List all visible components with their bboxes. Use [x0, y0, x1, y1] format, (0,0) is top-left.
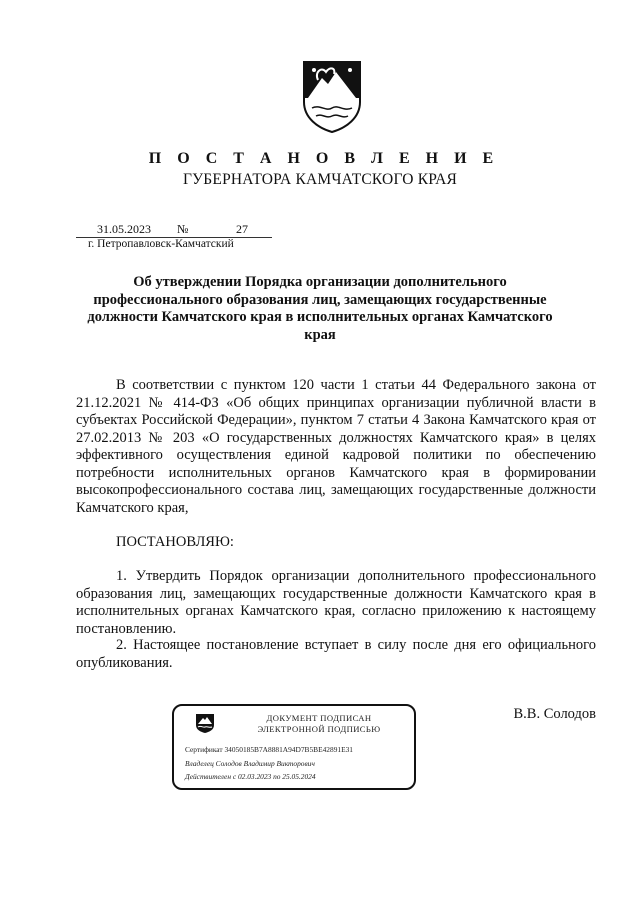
- stamp-title-line-1: ДОКУМЕНТ ПОДПИСАН: [266, 713, 372, 723]
- preamble-paragraph: В соответствии с пунктом 120 части 1 статьи 44 Федерального закона от 21.12.2021 № 414-ФЗ «Об общих принципах организации публичной власти в субъектах Российской Федерации», пунктом 7 статьи 4 Закона Камчатского края от 27.02.2013 № 203 «О государственных должностях Камчатского края» в целях эффективного осуществления единой кадровой политики по обеспечению потребности исполнительных органов Камчатского края в формировании высокопрофессионального состава лиц, замещающих государственные должности Камчатского края,: [76, 377, 596, 516]
- number-sign: №: [177, 222, 189, 236]
- item-2-paragraph: 2. Настоящее постановление вступает в силу после дня его официального опубликования.: [76, 637, 596, 671]
- stamp-owner: Владелец Солодов Владимир Викторович: [185, 759, 315, 768]
- signer-name: В.В. Солодов: [513, 706, 596, 722]
- date-number-line: [76, 222, 272, 238]
- electronic-signature-stamp: [172, 704, 416, 790]
- resolve-paragraph: ПОСТАНОВЛЯЮ:: [116, 534, 234, 550]
- stamp-certificate: Сертификат 34050185B7A8881A94D7B5BE42891E31: [185, 745, 353, 754]
- issuer-subtitle: ГУБЕРНАТОРА КАМЧАТСКОГО КРАЯ: [182, 171, 458, 188]
- kamchatka-coat-of-arms-icon: [300, 58, 364, 134]
- document-type-title: П О С Т А Н О В Л Е Н И Е: [148, 150, 500, 167]
- document-date: 31.05.2023: [97, 222, 151, 236]
- document-number: 27: [236, 222, 248, 236]
- stamp-title: [226, 713, 412, 735]
- coat-of-arms-icon: [194, 712, 216, 734]
- issue-place: г. Петропавловск-Камчатский: [88, 238, 234, 250]
- item-1-paragraph: 1. Утвердить Порядок организации дополнительного профессионального образования лиц, замещающих государственные должности Камчатского края в исполнительных органах Камчатского края, согласно приложению к настоящему постановлению.: [76, 568, 596, 637]
- stamp-title-line-2: ЭЛЕКТРОННОЙ ПОДПИСЬЮ: [257, 724, 381, 734]
- document-heading: Об утверждении Порядка организации дополнительного профессионального образования лиц, замещающих государственные должности Камчатского края в исполнительных органах Камчатского края: [87, 274, 553, 343]
- stamp-validity: Действителен с 02.03.2023 по 25.05.2024: [185, 772, 316, 781]
